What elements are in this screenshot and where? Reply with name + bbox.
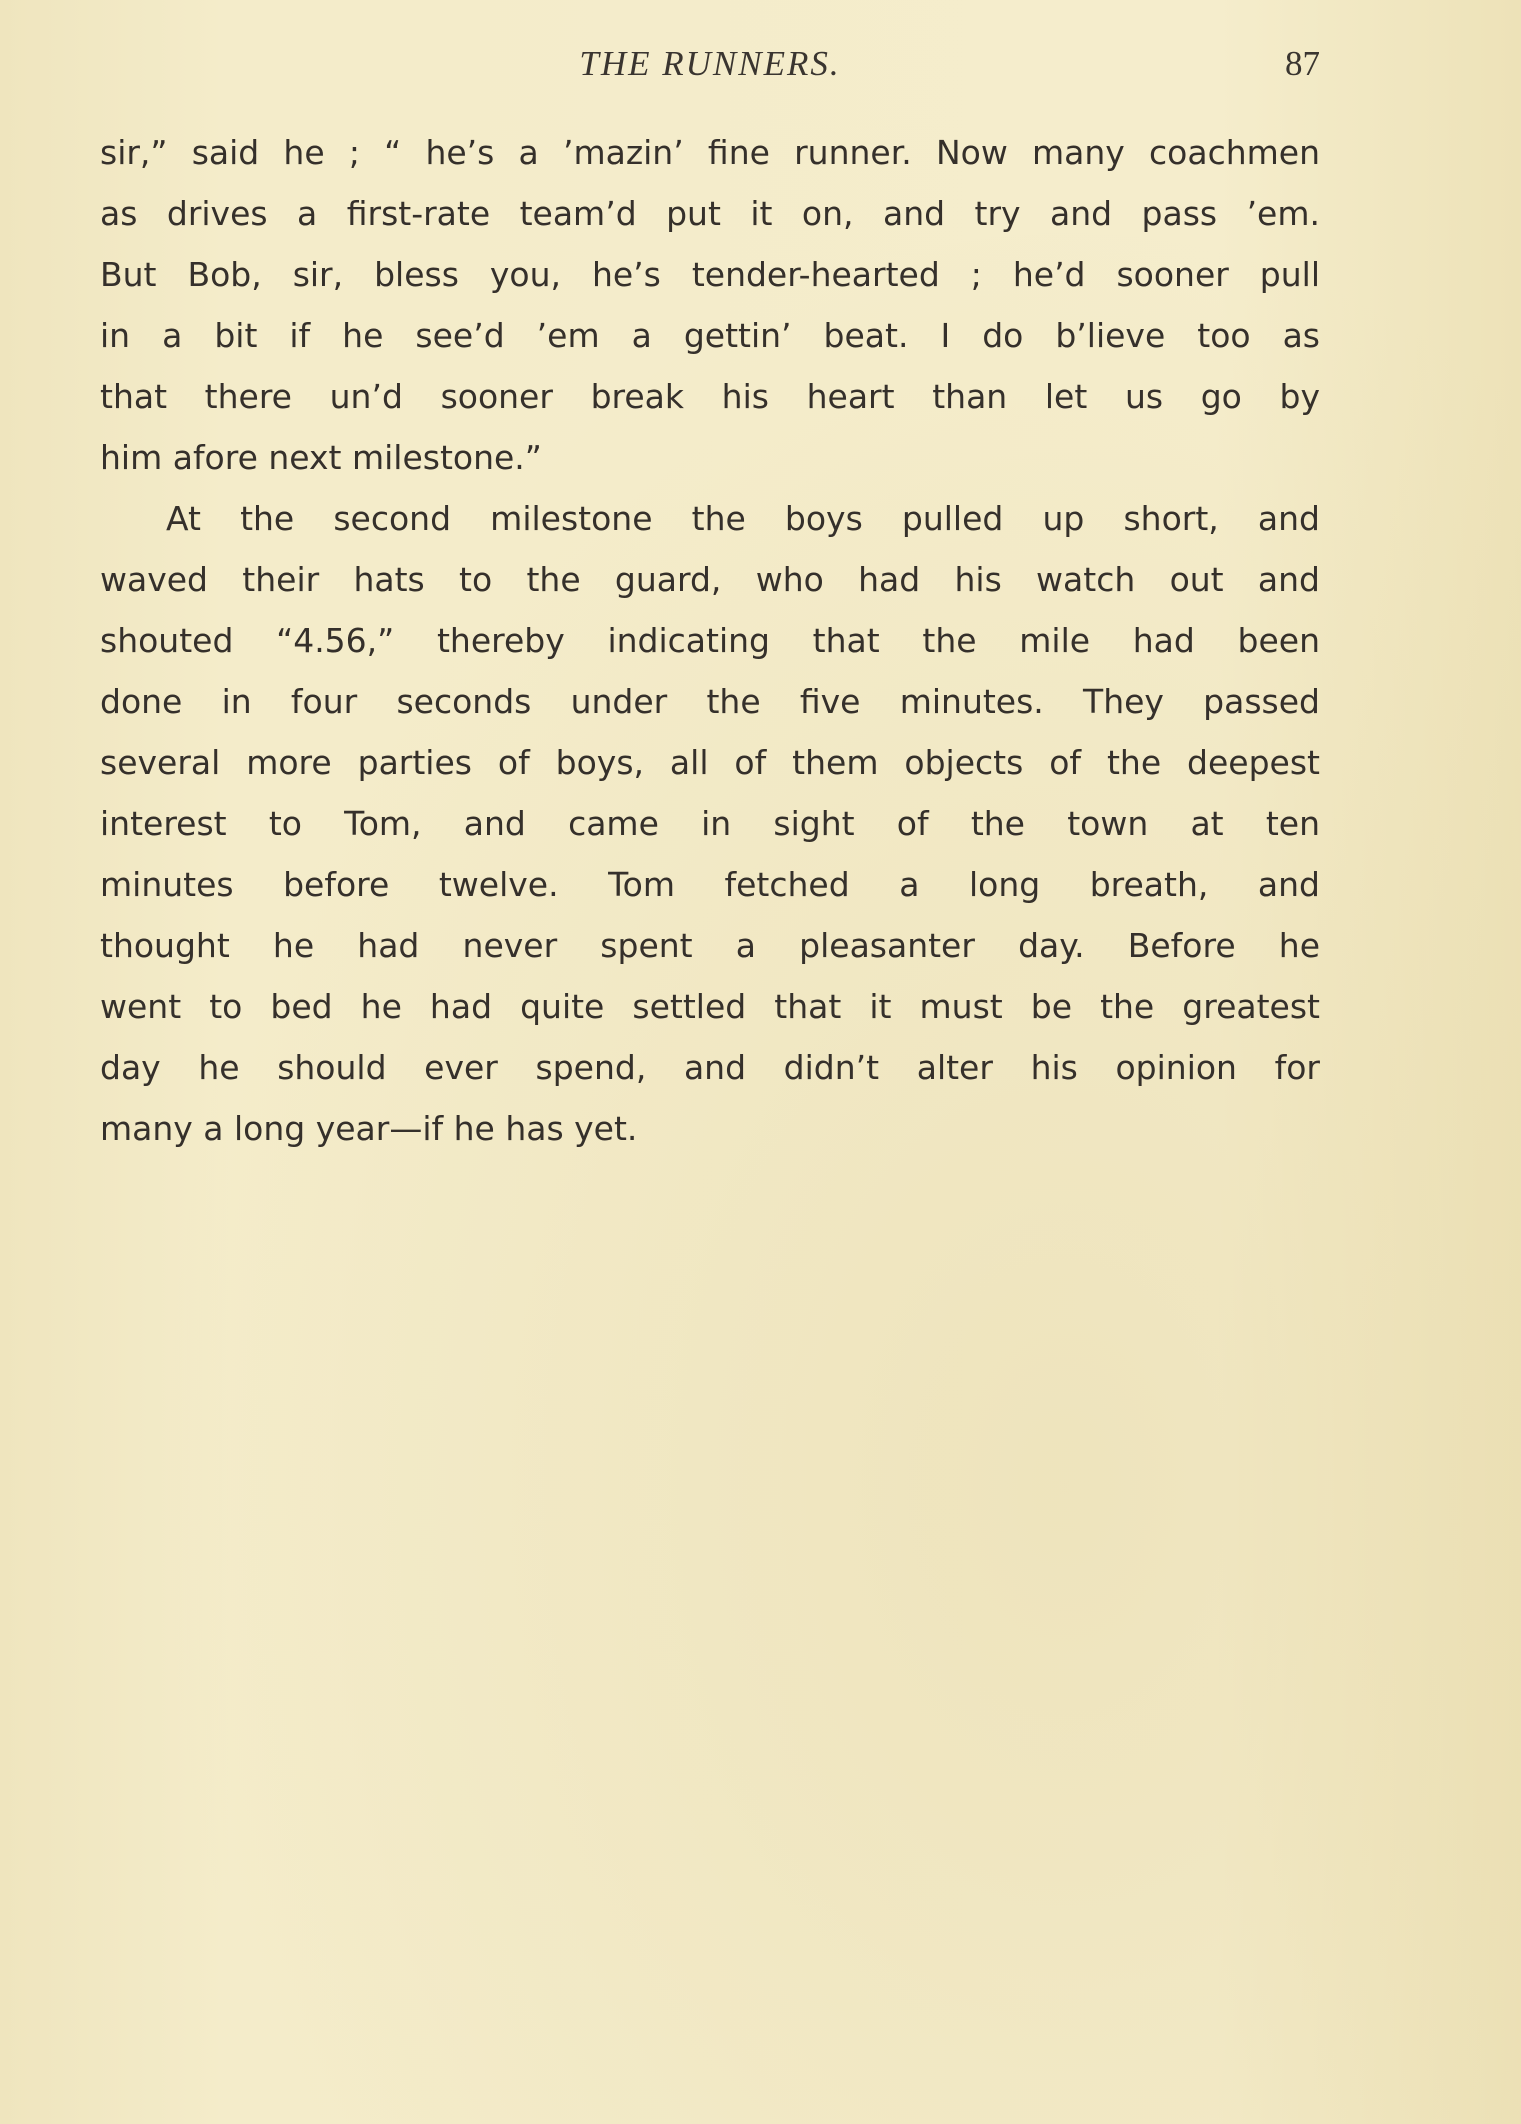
text-line: many a long year—if he has yet. xyxy=(100,1109,638,1148)
page-number: 87 xyxy=(1285,44,1320,83)
text-line: in a bit if he see’d ’em a gettin’ beat. I do b’lieve too as xyxy=(100,316,1320,355)
page-header xyxy=(100,44,1320,94)
text-line: But Bob, sir, bless you, he’s tender-hearted ; he’d sooner pull xyxy=(100,255,1320,294)
text-line: At the second milestone the boys pulled up short, and xyxy=(166,499,1320,538)
text-line: thought he had never spent a pleasanter day. Before he xyxy=(100,926,1320,965)
text-line: waved their hats to the guard, who had his watch out and xyxy=(100,560,1320,599)
text-line: him afore next milestone.” xyxy=(100,438,542,477)
text-line: sir,” said he ; “ he’s a ’mazin’ fine runner. Now many coachmen xyxy=(100,133,1320,172)
text-line: that there un’d sooner break his heart than let us go by xyxy=(100,377,1320,416)
text-line: several more parties of boys, all of them objects of the deepest xyxy=(100,743,1320,782)
body-text xyxy=(100,122,1320,1159)
text-line: shouted “4.56,” thereby indicating that the mile had been xyxy=(100,621,1320,660)
text-line: went to bed he had quite settled that it must be the greatest xyxy=(100,987,1320,1026)
text-line: as drives a first-rate team’d put it on, and try and pass ’em. xyxy=(100,194,1320,233)
text-line: minutes before twelve. Tom fetched a long breath, and xyxy=(100,865,1320,904)
running-title: THE RUNNERS. xyxy=(579,44,841,83)
text-line: interest to Tom, and came in sight of the town at ten xyxy=(100,804,1320,843)
text-line: done in four seconds under the five minutes. They passed xyxy=(100,682,1320,721)
text-line: day he should ever spend, and didn’t alter his opinion for xyxy=(100,1048,1320,1087)
